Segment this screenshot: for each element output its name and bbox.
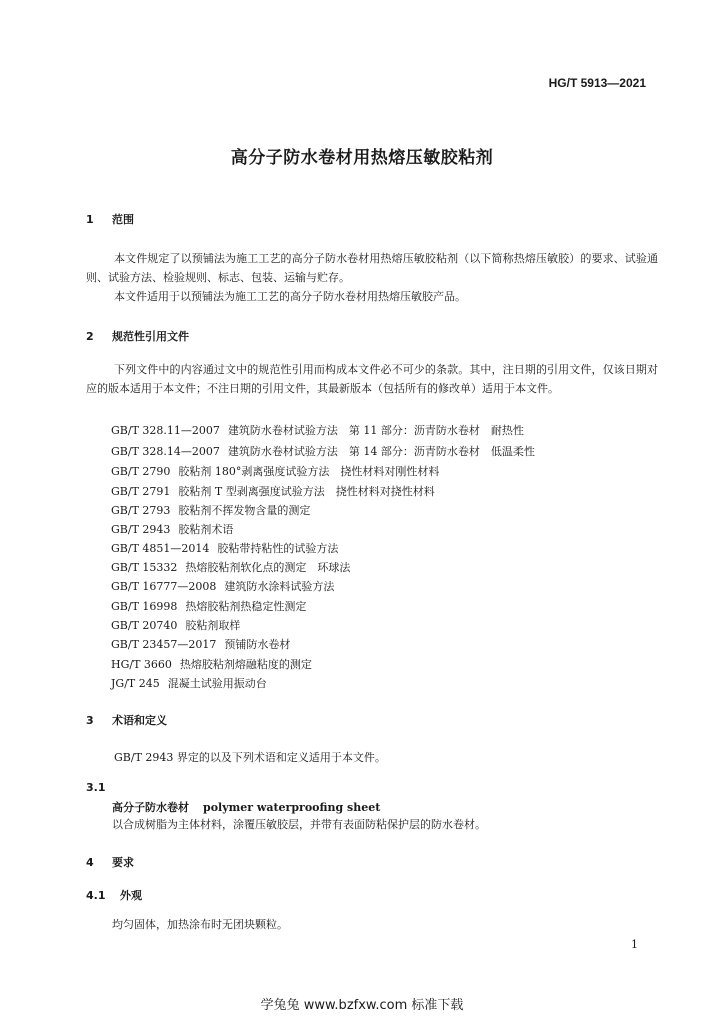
section-title: 范围 [112, 213, 134, 226]
reference-item [111, 577, 334, 596]
reference-code: GB/T 2791 [111, 485, 171, 498]
section-number: 1 [86, 213, 94, 226]
reference-item [111, 655, 312, 674]
section-number: 4 [86, 856, 94, 869]
section-3-heading [86, 712, 167, 728]
term-english: polymer waterproofing sheet [203, 801, 381, 814]
reference-code: GB/T 23457—2017 [111, 638, 217, 651]
reference-name: 热熔胶粘剂热稳定性测定 [185, 600, 307, 613]
section-2-intro: 下列文件中的内容通过文中的规范性引用而构成本文件必不可少的条款。其中，注日期的引用文件，仅该日期对应的版本适用于本文件；不注日期的引用文件，其最新版本（包括所有的修改单）适用于本文件。 [86, 363, 658, 395]
reference-name: 混凝土试验用振动台 [167, 677, 267, 690]
reference-name: 胶粘剂 180°剥离强度试验方法 挠性材料对刚性材料 [178, 465, 440, 478]
reference-name: 胶粘剂取样 [185, 619, 241, 632]
reference-name: 预铺防水卷材 [224, 638, 291, 651]
reference-code: HG/T 3660 [111, 658, 172, 671]
term-definition: 以合成树脂为主体材料，涂覆压敏胶层，并带有表面防粘保护层的防水卷材。 [112, 818, 486, 831]
reference-name: 胶粘剂不挥发物含量的测定 [178, 504, 311, 517]
reference-item [111, 520, 233, 539]
section-number: 2 [86, 330, 94, 343]
reference-name: 建筑防水卷材试验方法 第 11 部分：沥青防水卷材 耐热性 [227, 424, 524, 437]
reference-name: 热熔胶粘剂熔融粘度的测定 [179, 658, 312, 671]
reference-name: 胶粘带持粘性的试验方法 [217, 542, 339, 555]
reference-item [111, 501, 310, 520]
subsection-number: 4.1 [86, 889, 106, 902]
reference-name: 胶粘剂术语 [178, 523, 234, 536]
page-number: 1 [631, 938, 638, 951]
section-4-heading [86, 854, 134, 870]
document-title: 高分子防水卷材用热熔压敏胶粘剂 [230, 148, 494, 168]
reference-item [111, 558, 350, 577]
reference-code: JG/T 245 [111, 677, 160, 690]
reference-name: 建筑防水卷材试验方法 第 14 部分：沥青防水卷材 低温柔性 [227, 445, 535, 458]
reference-code: GB/T 328.14—2007 [111, 445, 220, 458]
reference-item [111, 421, 524, 440]
reference-code: GB/T 15332 [111, 561, 178, 574]
standard-code: HG/T 5913—2021 [548, 76, 646, 90]
reference-code: GB/T 4851—2014 [111, 542, 210, 555]
term-entry [112, 799, 380, 815]
footer-watermark: 学兔兔 www.bzfxw.com 标准下载 [260, 998, 464, 1013]
reference-item [111, 674, 267, 693]
section-3-intro: GB/T 2943 界定的以及下列术语和定义适用于本文件。 [114, 751, 386, 764]
reference-item [111, 539, 338, 558]
section-1-paragraph-2: 本文件适用于以预铺法为施工工艺的高分子防水卷材用热熔压敏胶产品。 [114, 290, 466, 303]
reference-item [111, 616, 240, 635]
section-1-heading [86, 211, 134, 227]
section-2-heading [86, 328, 189, 344]
reference-item [111, 482, 435, 501]
subsection-3-1-number: 3.1 [86, 781, 106, 794]
term-chinese: 高分子防水卷材 [112, 801, 189, 814]
reference-code: GB/T 16998 [111, 600, 178, 613]
reference-code: GB/T 2790 [111, 465, 171, 478]
subsection-4-1-text: 均匀固体，加热涂布时无团块颗粒。 [112, 918, 288, 931]
reference-code: GB/T 2943 [111, 523, 171, 536]
section-1-paragraph-1: 本文件规定了以预铺法为施工工艺的高分子防水卷材用热熔压敏胶粘剂（以下简称热熔压敏胶）的要求、试验通则、试验方法、检验规则、标志、包装、运输与贮存。 [86, 252, 658, 284]
reference-item [111, 635, 290, 654]
reference-code: GB/T 328.11—2007 [111, 424, 220, 437]
reference-item [111, 462, 439, 481]
reference-name: 热熔胶粘剂软化点的测定 环球法 [185, 561, 351, 574]
section-title: 规范性引用文件 [112, 330, 189, 343]
reference-code: GB/T 16777—2008 [111, 580, 217, 593]
reference-item [111, 442, 535, 461]
section-title: 术语和定义 [112, 714, 167, 727]
subsection-title: 外观 [120, 889, 142, 902]
subsection-4-1-heading [86, 887, 142, 903]
reference-name: 建筑防水涂料试验方法 [224, 580, 335, 593]
reference-code: GB/T 2793 [111, 504, 171, 517]
section-title: 要求 [112, 856, 134, 869]
section-number: 3 [86, 714, 94, 727]
reference-name: 胶粘剂 T 型剥离强度试验方法 挠性材料对挠性材料 [178, 485, 435, 498]
reference-item [111, 597, 306, 616]
reference-code: GB/T 20740 [111, 619, 178, 632]
